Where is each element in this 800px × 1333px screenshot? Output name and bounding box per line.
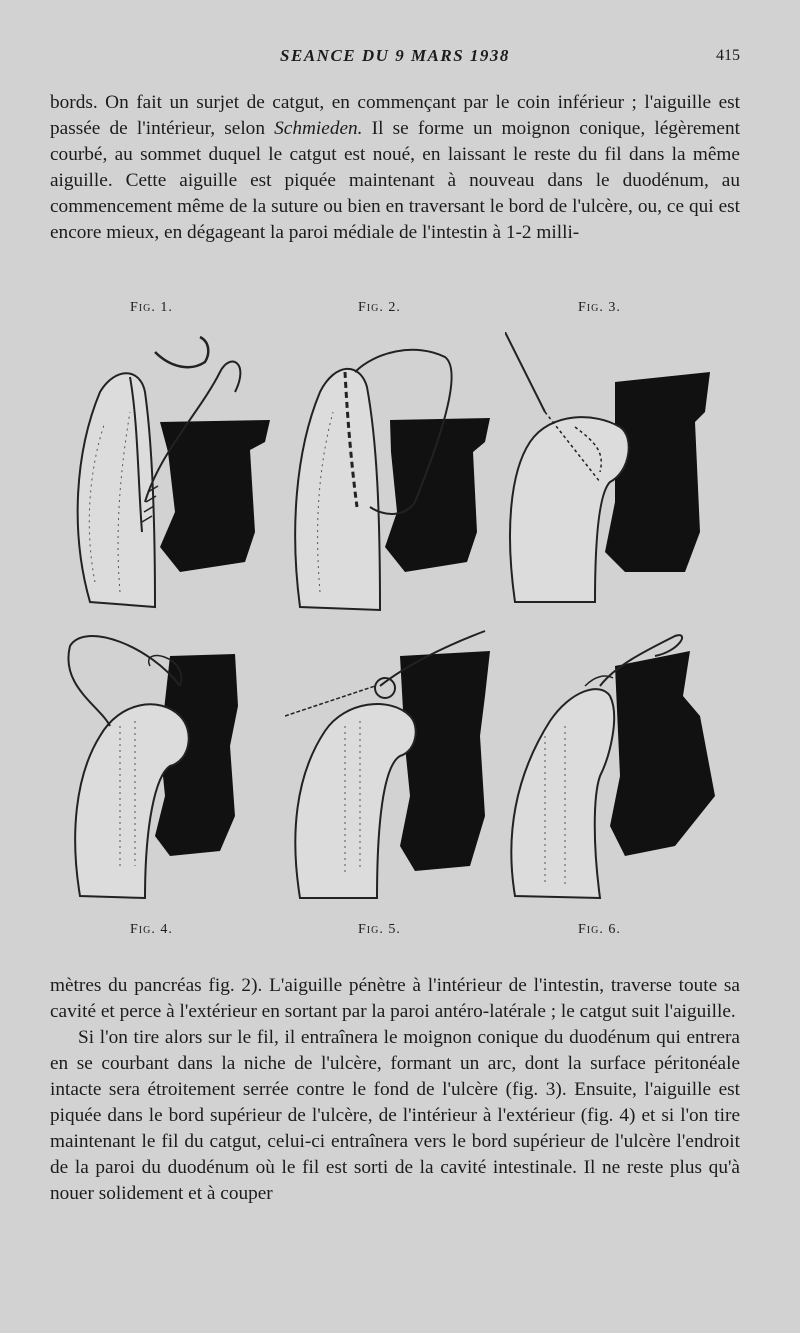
figure-plate xyxy=(50,296,750,946)
fig-6-illustration xyxy=(505,626,725,906)
top-paragraph-text-1: bords. On fait un surjet de catgut, en commençant par le coin inférieur ; l'aiguille est passée de l'intérieur, selon xyxy=(50,92,740,139)
fig-5-caption: Fig. 5. xyxy=(358,922,401,937)
bottom-text xyxy=(50,973,740,1207)
fig-3-caption: Fig. 3. xyxy=(578,300,621,315)
fig-4-illustration xyxy=(60,626,280,906)
bottom-paragraph-1: mètres du pancréas fig. 2). L'aiguille pénètre à l'intérieur de l'intestin, traverse toute sa cavité et perce à l'extérieur en sortant par la paroi antéro-latérale ; le catgut suit l'aiguille. xyxy=(50,975,740,1022)
fig-1-caption: Fig. 1. xyxy=(130,300,173,315)
fig-2-caption: Fig. 2. xyxy=(358,300,401,315)
author-name: Schmieden. xyxy=(274,118,363,139)
fig-2-illustration xyxy=(285,332,505,612)
page-header xyxy=(50,46,740,70)
fig-4-caption: Fig. 4. xyxy=(130,922,173,937)
top-paragraph xyxy=(50,90,740,246)
fig-3-illustration xyxy=(505,332,725,612)
fig-1-illustration xyxy=(60,332,280,612)
fig-6-caption: Fig. 6. xyxy=(578,922,621,937)
page-number: 415 xyxy=(716,47,740,64)
top-paragraph-text-2: Il se forme un moignon conique, légèrement courbé, au sommet duquel le catgut est noué, en laissant le reste du fil dans la même aiguille. Cette aiguille est piquée maintenant à nouveau dans le duodénum, au commencement même de la suture ou bien en traversant le bord de l'ulcère, ou, ce qui est encore mieux, en dégageant la paroi médiale de l'intestin à 1-2 milli- xyxy=(50,118,740,243)
fig-5-illustration xyxy=(285,626,505,906)
bottom-paragraph-2: Si l'on tire alors sur le fil, il entraînera le moignon conique du duodénum qui entrera en se courbant dans la niche de l'ulcère, formant un arc, dont la surface péritonéale intacte sera étroitement serrée contre le fond de l'ulcère (fig. 3). Ensuite, l'aiguille est piquée dans le bord supérieur de l'ulcère, de l'intérieur à l'extérieur (fig. 4) et si l'on tire maintenant le fil du catgut, celui-ci entraînera vers le bord supérieur de l'ulcère l'endroit de la paroi du duodénum où le fil est sorti de la cavité intestinale. Il ne reste plus qu'à nouer solidement et à couper xyxy=(50,1027,740,1204)
running-title: SEANCE DU 9 MARS 1938 xyxy=(280,46,510,65)
